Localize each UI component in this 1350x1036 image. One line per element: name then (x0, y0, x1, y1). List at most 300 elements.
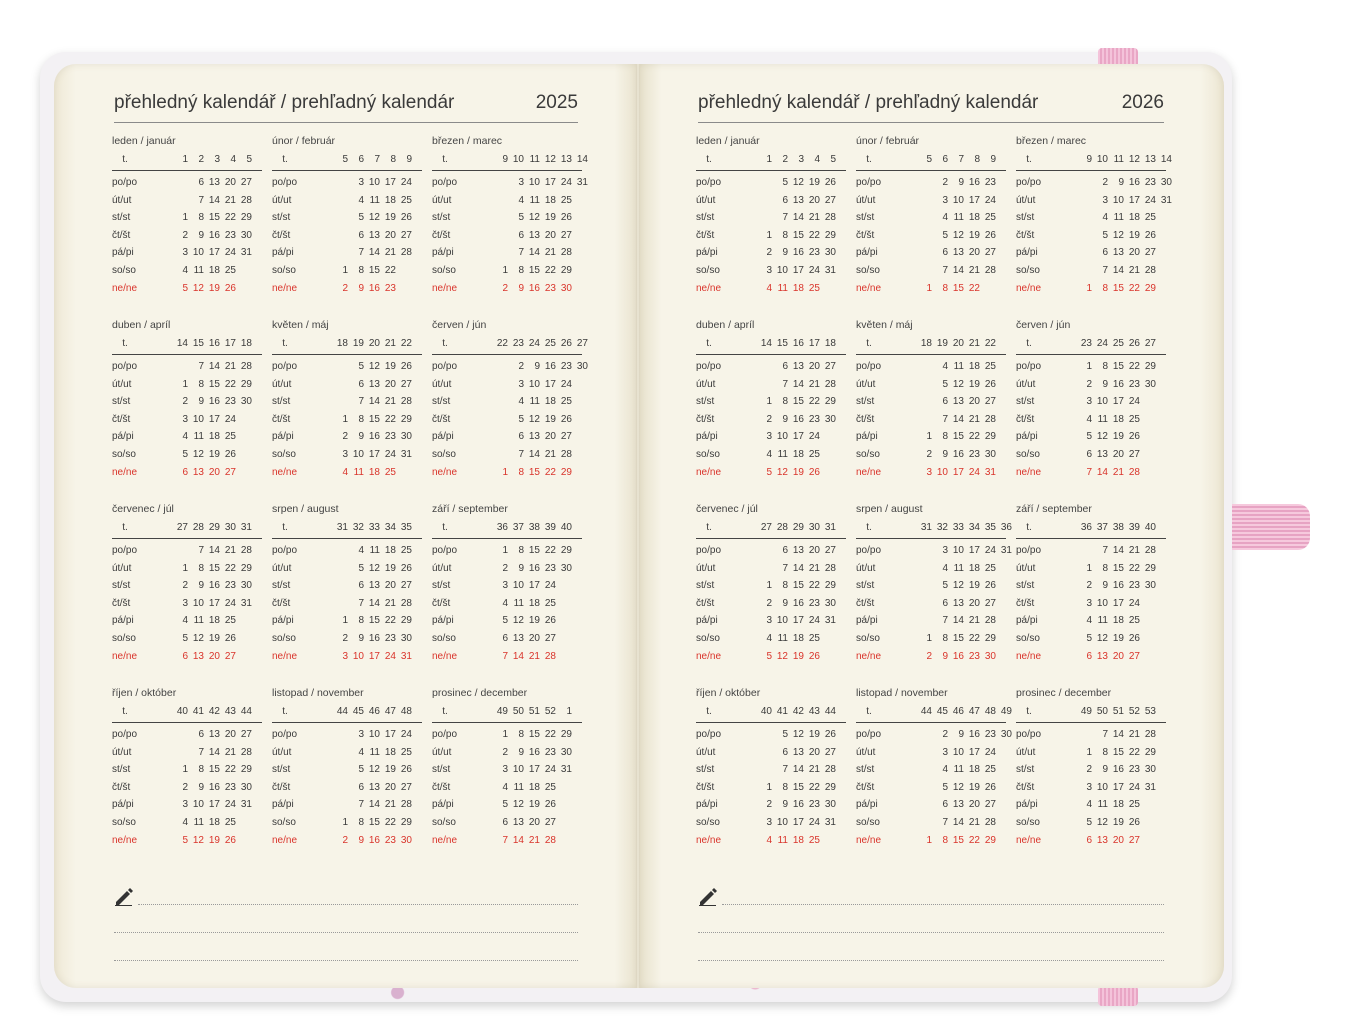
day-label: st/st (696, 212, 715, 224)
date-cell: 19 (208, 834, 220, 846)
weekday-row (272, 446, 422, 464)
page-year: 2025 (535, 92, 578, 113)
date-cell: 30 (1144, 764, 1156, 776)
day-label: st/st (112, 764, 131, 776)
date-cell: 30 (560, 282, 572, 294)
weekday-row (112, 577, 262, 595)
week-label: t. (866, 522, 872, 533)
date-cell: 26 (1128, 816, 1140, 828)
date-cell: 23 (808, 247, 820, 259)
day-label: ne/ne (112, 650, 138, 662)
weekday-row (432, 411, 582, 429)
day-cells (1076, 577, 1156, 595)
day-cells (1076, 262, 1172, 280)
day-label: ne/ne (272, 466, 298, 478)
week-number: 53 (1144, 706, 1156, 717)
date-cell: 11 (777, 632, 788, 644)
date-cell: 22 (808, 229, 820, 241)
week-number: 40 (1144, 522, 1156, 533)
note-line[interactable] (698, 960, 1164, 961)
day-label: po/po (112, 545, 138, 556)
date-cell: 14 (952, 615, 964, 627)
date-cell: 2 (182, 229, 188, 241)
day-cells (332, 630, 412, 648)
date-cell: 6 (1086, 448, 1092, 460)
day-label: pá/pi (696, 431, 718, 443)
week-number: 31 (920, 522, 932, 533)
weekday-row (112, 779, 262, 797)
date-cell: 29 (1144, 562, 1156, 574)
date-cell: 21 (384, 396, 396, 408)
day-label: út/ut (1016, 746, 1036, 758)
weekday-row (272, 376, 422, 394)
day-cells (492, 428, 588, 446)
sunday-row (272, 648, 422, 666)
day-label: ne/ne (856, 466, 882, 478)
week-cells (492, 518, 572, 538)
date-cell: 2 (342, 431, 348, 443)
day-cells (1076, 428, 1156, 446)
date-cell (916, 744, 932, 762)
week-cells (492, 702, 572, 722)
week-number: 44 (336, 706, 348, 717)
date-cell: 13 (952, 597, 964, 609)
date-cell: 1 (502, 264, 508, 276)
month-name: říjen / október (112, 687, 177, 699)
day-cells (1076, 393, 1156, 411)
date-cell: 24 (224, 247, 236, 259)
date-cell (492, 446, 508, 464)
day-cells (172, 779, 252, 797)
date-cell (916, 192, 932, 210)
day-cells (756, 393, 836, 411)
week-number: 26 (560, 338, 572, 349)
day-cells (492, 192, 588, 210)
date-cell: 2 (1086, 378, 1092, 390)
weekday-row (272, 174, 422, 192)
day-cells (756, 227, 836, 245)
day-cells (492, 560, 572, 578)
date-cell: 7 (782, 378, 788, 390)
date-cell: 25 (400, 545, 412, 556)
day-cells (1076, 832, 1156, 850)
date-cell: 18 (544, 194, 556, 206)
date-cell: 10 (952, 194, 964, 206)
day-cells (756, 209, 836, 227)
date-cell (556, 630, 572, 648)
date-cell: 21 (224, 361, 236, 372)
day-cells (756, 411, 836, 429)
week-number: 3 (214, 154, 220, 165)
day-cells (332, 446, 412, 464)
date-cell: 25 (1144, 212, 1156, 224)
date-cell: 5 (518, 212, 524, 224)
weekday-row (696, 796, 846, 814)
day-label: st/st (432, 764, 451, 776)
date-cell (1140, 814, 1156, 832)
date-cell: 11 (353, 466, 364, 478)
day-cells (172, 411, 252, 429)
day-cells (492, 464, 588, 482)
date-cell: 22 (1128, 361, 1140, 372)
weekday-row (272, 542, 422, 560)
date-cell: 19 (968, 781, 980, 793)
date-cell: 10 (512, 580, 524, 592)
date-cell: 16 (368, 431, 380, 443)
day-cells (916, 560, 1012, 578)
date-cell: 29 (1144, 282, 1156, 294)
date-cell: 26 (400, 764, 412, 776)
date-cell: 8 (782, 229, 788, 241)
date-cell (572, 376, 588, 394)
day-label: ne/ne (696, 650, 722, 662)
date-cell (236, 814, 252, 832)
date-cell: 29 (560, 545, 572, 556)
date-cell: 12 (952, 378, 964, 390)
month-name: leden / január (696, 135, 760, 147)
day-label: so/so (112, 816, 136, 828)
week-label: t. (1026, 706, 1032, 717)
day-label: ne/ne (1016, 466, 1042, 478)
week-number: 37 (1096, 522, 1108, 533)
date-cell: 27 (1128, 448, 1140, 460)
day-cells (172, 577, 252, 595)
day-label: so/so (856, 448, 880, 460)
weekday-row (112, 358, 262, 376)
week-number: 40 (560, 522, 572, 533)
date-cell: 14 (792, 378, 804, 390)
day-cells (1076, 542, 1156, 560)
date-cell: 12 (528, 413, 540, 425)
date-cell: 19 (544, 212, 556, 224)
month-block (432, 500, 582, 676)
date-cell: 1 (1086, 361, 1092, 372)
date-cell: 28 (400, 597, 412, 609)
date-cell: 4 (1086, 413, 1092, 425)
date-cell: 7 (1102, 545, 1108, 556)
date-cell: 21 (808, 562, 820, 574)
date-cell: 11 (953, 764, 964, 776)
weekday-row (112, 428, 262, 446)
week-number: 10 (1096, 154, 1108, 165)
day-label: út/ut (696, 746, 716, 758)
month-block (272, 500, 422, 676)
date-cell: 17 (792, 264, 804, 276)
day-label: st/st (696, 764, 715, 776)
day-label: po/po (272, 545, 298, 556)
weekday-row (696, 612, 846, 630)
date-cell: 29 (824, 781, 836, 793)
note-line[interactable] (114, 960, 578, 961)
date-cell: 11 (777, 448, 788, 460)
date-cell: 15 (792, 229, 804, 241)
week-label: t. (282, 154, 288, 165)
date-cell: 7 (782, 764, 788, 776)
date-cell: 24 (968, 466, 980, 478)
date-cell: 9 (198, 781, 204, 793)
date-cell (916, 244, 932, 262)
day-label: st/st (272, 396, 291, 408)
date-cell: 30 (240, 396, 252, 408)
weekday-row (856, 411, 1006, 429)
week-label: t. (706, 706, 712, 717)
date-cell: 10 (192, 247, 204, 259)
date-cell (916, 796, 932, 814)
week-cells (916, 702, 1012, 722)
date-cell: 19 (528, 615, 540, 627)
date-cell: 16 (792, 413, 804, 425)
page-title: přehledný kalendář / prehľadný kalendár (114, 92, 455, 113)
date-cell: 29 (560, 466, 572, 478)
date-cell: 29 (1144, 746, 1156, 758)
sunday-row (1016, 648, 1166, 666)
date-cell: 10 (776, 615, 788, 627)
date-cell: 12 (1096, 816, 1108, 828)
date-cell: 3 (766, 264, 772, 276)
day-cells (492, 832, 572, 850)
date-cell: 6 (502, 816, 508, 828)
date-cell: 18 (208, 615, 220, 627)
week-number: 25 (544, 338, 556, 349)
weekday-row (432, 174, 588, 192)
date-cell: 13 (368, 781, 380, 793)
date-cell: 18 (384, 194, 396, 206)
week-number: 32 (936, 522, 948, 533)
day-label: út/ut (856, 562, 876, 574)
week-number: 9 (1086, 154, 1092, 165)
date-cell: 17 (792, 431, 804, 443)
date-cell (492, 376, 508, 394)
week-number: 48 (984, 706, 996, 717)
date-cell: 21 (384, 799, 396, 811)
date-cell: 14 (528, 448, 540, 460)
date-cell: 12 (528, 212, 540, 224)
date-cell: 11 (953, 361, 964, 372)
day-label: st/st (1016, 580, 1035, 592)
day-cells (492, 358, 588, 376)
date-cell (332, 779, 348, 797)
date-cell: 21 (528, 834, 540, 846)
date-cell: 24 (224, 597, 236, 609)
weekday-row (112, 630, 262, 648)
weekday-row (1016, 595, 1166, 613)
day-label: so/so (432, 264, 456, 276)
date-cell: 3 (1102, 194, 1108, 206)
date-cell: 26 (1144, 229, 1156, 241)
date-cell: 6 (942, 597, 948, 609)
day-label: pá/pi (1016, 247, 1038, 259)
day-label: ne/ne (696, 834, 722, 846)
day-label: ne/ne (1016, 650, 1042, 662)
week-number: 34 (968, 522, 980, 533)
date-cell: 5 (942, 229, 948, 241)
date-cell: 23 (544, 746, 556, 758)
left-page (54, 64, 638, 988)
date-cell: 27 (560, 431, 572, 443)
weekday-row (272, 244, 422, 262)
day-cells (332, 464, 412, 482)
date-cell: 2 (502, 746, 508, 758)
date-cell: 12 (512, 615, 524, 627)
date-cell: 3 (342, 448, 348, 460)
date-cell: 22 (224, 378, 236, 390)
date-cell: 16 (952, 448, 964, 460)
date-cell: 1 (766, 580, 772, 592)
day-cells (492, 744, 572, 762)
day-label: ne/ne (112, 282, 138, 294)
note-line[interactable] (698, 932, 1164, 933)
week-numbers-row (272, 150, 422, 171)
date-cell: 13 (208, 729, 220, 740)
week-cells (1076, 150, 1172, 170)
week-number: 27 (1144, 338, 1156, 349)
date-cell (1140, 411, 1156, 429)
day-cells (1076, 779, 1156, 797)
date-cell: 8 (1102, 282, 1108, 294)
week-label: t. (866, 154, 872, 165)
date-cell: 21 (968, 615, 980, 627)
date-cell (916, 393, 932, 411)
date-cell (396, 280, 412, 298)
date-cell: 25 (808, 282, 820, 294)
weekday-row (112, 796, 262, 814)
weekday-row (272, 612, 422, 630)
day-label: čt/št (856, 413, 875, 425)
date-cell: 14 (368, 799, 380, 811)
day-cells (492, 814, 572, 832)
date-cell (1156, 244, 1172, 262)
note-line[interactable] (722, 904, 1164, 905)
date-cell: 17 (792, 615, 804, 627)
day-cells (916, 262, 996, 280)
day-label: ne/ne (272, 834, 298, 846)
date-cell: 18 (968, 212, 980, 224)
date-cell: 8 (198, 764, 204, 776)
date-cell (492, 209, 508, 227)
date-cell: 22 (1128, 282, 1140, 294)
week-number: 21 (384, 338, 396, 349)
week-number: 14 (576, 154, 588, 165)
date-cell: 28 (824, 212, 836, 224)
day-label: ne/ne (432, 650, 458, 662)
date-cell: 18 (1112, 615, 1124, 627)
date-cell: 18 (1128, 212, 1140, 224)
date-cell: 21 (384, 247, 396, 259)
date-cell: 15 (208, 764, 220, 776)
date-cell (756, 726, 772, 744)
date-cell: 26 (400, 562, 412, 574)
date-cell: 13 (1112, 247, 1124, 259)
week-label: t. (122, 154, 128, 165)
day-cells (172, 262, 252, 280)
date-cell: 2 (182, 580, 188, 592)
date-cell: 23 (544, 282, 556, 294)
day-cells (756, 744, 836, 762)
week-number: 42 (208, 706, 220, 717)
weekday-row (856, 244, 1006, 262)
date-cell: 14 (1112, 729, 1124, 740)
day-label: st/st (112, 212, 131, 224)
day-cells (756, 726, 836, 744)
sunday-row (112, 464, 262, 482)
day-cells (332, 174, 412, 192)
date-cell: 30 (984, 448, 996, 460)
weekday-row (112, 244, 262, 262)
date-cell (332, 796, 348, 814)
day-cells (916, 192, 996, 210)
date-cell: 8 (518, 545, 524, 556)
weekday-row (856, 209, 1006, 227)
date-cell: 5 (182, 834, 188, 846)
week-number: 2 (782, 154, 788, 165)
day-label: út/ut (432, 378, 452, 390)
week-number: 52 (1128, 706, 1140, 717)
date-cell: 12 (192, 834, 204, 846)
week-cells (332, 518, 412, 538)
week-number: 12 (544, 154, 556, 165)
week-number: 22 (984, 338, 996, 349)
week-number: 18 (240, 338, 252, 349)
date-cell: 17 (544, 378, 556, 390)
day-label: so/so (112, 264, 136, 276)
date-cell (572, 428, 588, 446)
day-label: so/so (272, 448, 296, 460)
date-cell: 25 (1128, 615, 1140, 627)
date-cell: 3 (766, 615, 772, 627)
day-label: pá/pi (112, 431, 134, 443)
week-number: 47 (384, 706, 396, 717)
weekday-row (696, 577, 846, 595)
month-block (696, 684, 846, 860)
date-cell: 28 (984, 816, 996, 828)
date-cell (820, 832, 836, 850)
week-number: 38 (528, 522, 540, 533)
date-cell: 23 (808, 597, 820, 609)
day-cells (756, 779, 836, 797)
week-label: t. (282, 522, 288, 533)
day-cells (1076, 446, 1156, 464)
date-cell: 6 (518, 229, 524, 241)
date-cell: 25 (1128, 413, 1140, 425)
date-cell: 18 (528, 597, 540, 609)
week-numbers-row (696, 334, 846, 355)
date-cell: 3 (766, 816, 772, 828)
day-cells (332, 814, 412, 832)
day-cells (332, 358, 412, 376)
date-cell: 14 (208, 361, 220, 372)
date-cell: 24 (384, 650, 396, 662)
date-cell: 5 (358, 212, 364, 224)
date-cell (1156, 280, 1172, 298)
week-cells (332, 150, 412, 170)
day-label: po/po (272, 361, 298, 372)
date-cell: 6 (782, 746, 788, 758)
day-label: so/so (696, 816, 720, 828)
date-cell: 24 (560, 177, 572, 188)
note-line[interactable] (138, 904, 578, 905)
day-cells (916, 428, 996, 446)
date-cell (236, 464, 252, 482)
day-label: st/st (112, 580, 131, 592)
date-cell: 14 (1112, 545, 1124, 556)
date-cell (1140, 464, 1156, 482)
week-number: 19 (936, 338, 948, 349)
date-cell: 12 (776, 650, 788, 662)
weekday-row (1016, 542, 1166, 560)
date-cell: 28 (824, 562, 836, 574)
note-line[interactable] (114, 932, 578, 933)
weekday-row (856, 428, 1006, 446)
